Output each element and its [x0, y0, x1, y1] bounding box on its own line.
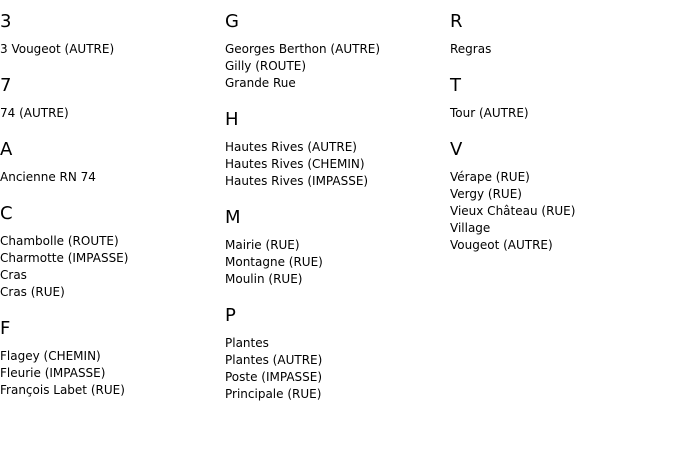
street-link[interactable]: Ancienne RN 74: [0, 170, 96, 184]
index-column-1: [0, 0, 220, 405]
letter-heading: G: [225, 11, 239, 32]
street-list: [450, 161, 670, 260]
street-list: [225, 131, 445, 196]
street-list: [225, 229, 445, 294]
street-link[interactable]: 3 Vougeot (AUTRE): [0, 42, 115, 56]
street-link[interactable]: Montagne (RUE): [225, 255, 323, 269]
street-link[interactable]: Moulin (RUE): [225, 272, 303, 286]
letter-heading: M: [225, 207, 241, 228]
letter-heading: T: [450, 75, 461, 96]
street-link[interactable]: 74 (AUTRE): [0, 106, 69, 120]
street-link[interactable]: Cras: [0, 268, 27, 282]
letter-group: [225, 196, 445, 294]
street-link[interactable]: Vérape (RUE): [450, 170, 530, 184]
letter-group: [0, 128, 220, 192]
letter-group: [0, 192, 220, 307]
letter-group: [0, 64, 220, 128]
street-link[interactable]: Hautes Rives (AUTRE): [225, 140, 357, 154]
street-link[interactable]: Cras (RUE): [0, 285, 65, 299]
letter-group: [225, 98, 445, 196]
street-link[interactable]: Vougeot (AUTRE): [450, 238, 553, 252]
letter-heading: A: [0, 139, 13, 160]
street-link[interactable]: Village: [450, 221, 491, 235]
letter-heading: H: [225, 109, 239, 130]
letter-group: [225, 0, 445, 98]
letter-group: [450, 0, 670, 64]
street-link[interactable]: Grande Rue: [225, 76, 296, 90]
letter-heading: V: [450, 139, 463, 160]
street-link[interactable]: Georges Berthon (AUTRE): [225, 42, 381, 56]
street-list: [450, 33, 670, 64]
street-link[interactable]: Flagey (CHEMIN): [0, 349, 101, 363]
street-link[interactable]: François Labet (RUE): [0, 383, 125, 397]
street-link[interactable]: Gilly (ROUTE): [225, 59, 307, 73]
letter-heading: C: [0, 203, 13, 224]
letter-heading: R: [450, 11, 463, 32]
street-link[interactable]: Regras: [450, 42, 492, 56]
street-link[interactable]: Tour (AUTRE): [450, 106, 529, 120]
street-list: [0, 340, 220, 405]
letter-heading: 3: [0, 11, 12, 32]
index-column-3: [450, 0, 670, 260]
letter-group: [0, 307, 220, 405]
street-link[interactable]: Vergy (RUE): [450, 187, 522, 201]
street-link[interactable]: Hautes Rives (CHEMIN): [225, 157, 365, 171]
street-link[interactable]: Plantes: [225, 336, 269, 350]
letter-heading: 7: [0, 75, 12, 96]
street-link[interactable]: Chambolle (ROUTE): [0, 234, 119, 248]
street-list: [450, 97, 670, 128]
street-link[interactable]: Vieux Château (RUE): [450, 204, 576, 218]
street-link[interactable]: Poste (IMPASSE): [225, 370, 323, 384]
street-list: [225, 327, 445, 409]
street-list: [0, 161, 220, 192]
street-list: [0, 225, 220, 307]
letter-group: [225, 294, 445, 409]
street-list: [0, 33, 220, 64]
index-column-2: [225, 0, 445, 409]
street-link[interactable]: Fleurie (IMPASSE): [0, 366, 106, 380]
letter-group: [450, 64, 670, 128]
street-list: [0, 97, 220, 128]
street-link[interactable]: Charmotte (IMPASSE): [0, 251, 129, 265]
street-link[interactable]: Principale (RUE): [225, 387, 322, 401]
street-link[interactable]: Hautes Rives (IMPASSE): [225, 174, 369, 188]
letter-heading: P: [225, 305, 236, 326]
letter-group: [450, 128, 670, 260]
letter-heading: F: [0, 318, 11, 339]
letter-group: [0, 0, 220, 64]
street-link[interactable]: Mairie (RUE): [225, 238, 300, 252]
street-link[interactable]: Plantes (AUTRE): [225, 353, 323, 367]
street-list: [225, 33, 445, 98]
